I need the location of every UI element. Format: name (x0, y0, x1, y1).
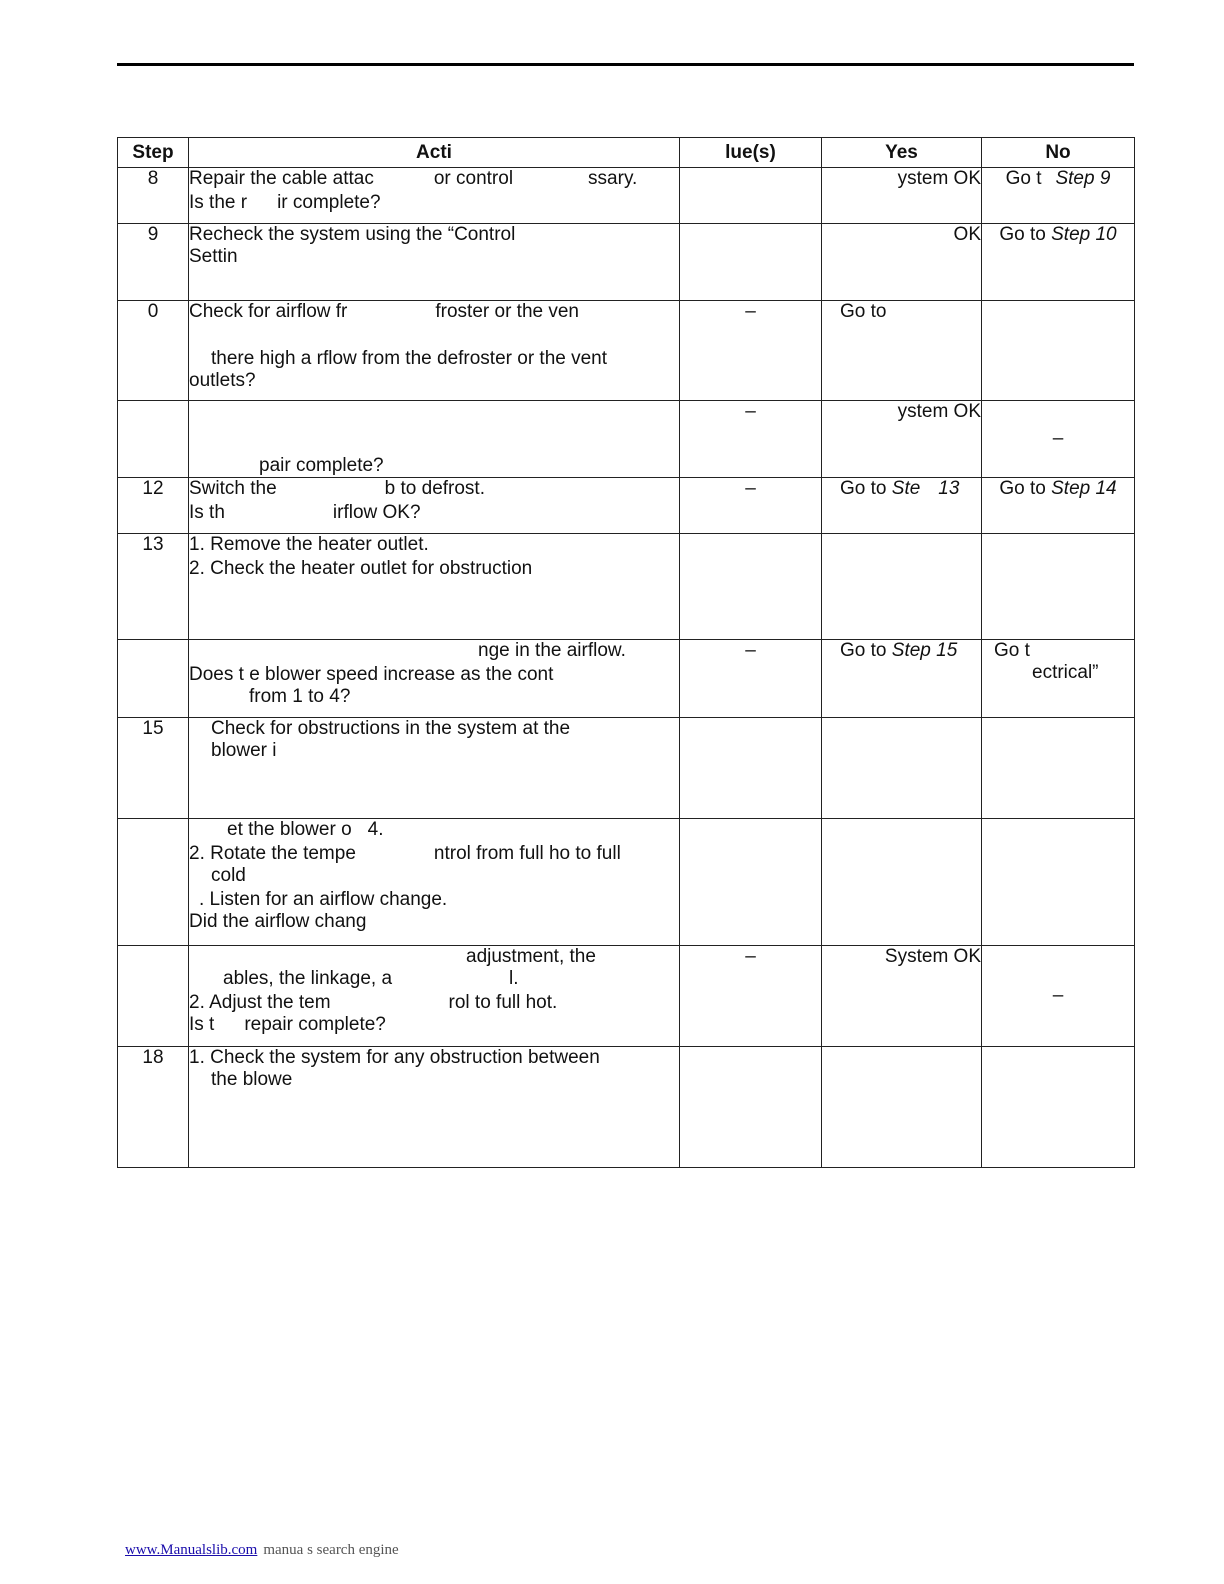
no-cell (982, 819, 1135, 946)
no-cell (982, 301, 1135, 401)
yes-cell: ystem OK (822, 168, 982, 224)
table-row (118, 301, 1135, 401)
action-line: . Listen for an airflow change. (199, 889, 448, 910)
step-cell (118, 401, 189, 478)
no-cell: Go t Step 9 (982, 168, 1135, 224)
action-cell (189, 168, 680, 224)
yes-cell (822, 1047, 982, 1168)
action-line: 1. Check the system for any obstruction between (189, 1047, 600, 1068)
action-cell (189, 640, 680, 718)
value-cell: – (680, 401, 822, 478)
value-cell (680, 718, 822, 819)
step-cell: 15 (118, 718, 189, 819)
top-rule (117, 63, 1134, 66)
diagnostic-table (117, 137, 1135, 1168)
action-line: Does t e blower speed increase as the cont (189, 664, 554, 685)
action-line: Check for airflow fr froster or the ven (189, 301, 579, 322)
table-row (118, 640, 1135, 718)
table-row (118, 534, 1135, 640)
action-line: Recheck the system using the “Control (189, 224, 516, 245)
step-cell: 0 (118, 301, 189, 401)
step-cell: 9 (118, 224, 189, 301)
action-line: 1. Remove the heater outlet. (189, 534, 429, 555)
step-cell: 18 (118, 1047, 189, 1168)
no-cell (982, 1047, 1135, 1168)
footer-text: manua s search engine (263, 1542, 399, 1558)
header-values: lue(s) (680, 138, 822, 168)
action-cell (189, 718, 680, 819)
action-line: Check for obstructions in the system at the (211, 718, 571, 739)
yes-cell (822, 819, 982, 946)
table-row (118, 819, 1135, 946)
table-row (118, 718, 1135, 819)
yes-cell (822, 534, 982, 640)
table-row (118, 478, 1135, 534)
header-step: Step (118, 138, 189, 168)
action-line: Switch the b to defrost. (189, 478, 485, 499)
step-cell (118, 819, 189, 946)
footer (125, 1542, 399, 1559)
action-line: the blowe (211, 1069, 293, 1090)
step-cell (118, 946, 189, 1047)
header-action: Acti (189, 138, 680, 168)
action-cell (189, 478, 680, 534)
action-line: Settin (189, 246, 238, 267)
header-yes: Yes (822, 138, 982, 168)
step-cell: 13 (118, 534, 189, 640)
action-line: nge in the airflow. (478, 640, 626, 661)
action-line: ables, the linkage, a l. (223, 968, 519, 989)
action-line: 2. Check the heater outlet for obstruction (189, 558, 533, 579)
action-cell (189, 401, 680, 478)
manualslib-link[interactable]: www.Manualslib.com (125, 1542, 258, 1558)
yes-cell: ystem OK (822, 401, 982, 478)
yes-cell: Go to Ste 13 (822, 478, 982, 534)
table-row (118, 168, 1135, 224)
action-line: pair complete? (259, 455, 384, 476)
yes-cell (822, 718, 982, 819)
action-line: Repair the cable attac or control ssary. (189, 168, 638, 189)
step-cell (118, 640, 189, 718)
action-line: Did the airflow chang (189, 911, 367, 932)
action-cell (189, 301, 680, 401)
action-line: from 1 to 4? (249, 686, 351, 707)
action-line: Is th irflow OK? (189, 502, 421, 523)
no-cell: Go t ectrical” (982, 640, 1135, 718)
no-cell: Go to Step 14 (982, 478, 1135, 534)
header-no: No (982, 138, 1135, 168)
value-cell (680, 1047, 822, 1168)
yes-cell: Go to Step 15 (822, 640, 982, 718)
action-cell (189, 534, 680, 640)
action-line: 2. Adjust the tem rol to full hot. (189, 992, 558, 1013)
value-cell: – (680, 301, 822, 401)
value-cell (680, 819, 822, 946)
action-cell (189, 946, 680, 1047)
action-cell (189, 1047, 680, 1168)
action-line: cold (211, 865, 246, 886)
table-header-row (118, 138, 1135, 168)
action-line: 2. Rotate the tempe ntrol from full ho to full (189, 843, 621, 864)
table-row (118, 1047, 1135, 1168)
no-cell (982, 534, 1135, 640)
action-line: et the blower o 4. (227, 819, 384, 840)
no-cell: – (982, 946, 1135, 1047)
value-cell (680, 224, 822, 301)
table-row (118, 401, 1135, 478)
value-cell (680, 168, 822, 224)
action-line: there high a rflow from the defroster or the vent (211, 348, 608, 369)
value-cell: – (680, 478, 822, 534)
step-cell: 8 (118, 168, 189, 224)
yes-cell: Go to (822, 301, 982, 401)
no-cell: – (982, 401, 1135, 478)
table-row (118, 224, 1135, 301)
action-line: blower i (211, 740, 277, 761)
value-cell: – (680, 946, 822, 1047)
action-line: Is the r ir complete? (189, 192, 381, 213)
action-line: outlets? (189, 370, 256, 391)
value-cell: – (680, 640, 822, 718)
step-cell: 12 (118, 478, 189, 534)
action-line: adjustment, the (466, 946, 596, 967)
value-cell (680, 534, 822, 640)
action-line: Is t repair complete? (189, 1014, 386, 1035)
table-row (118, 946, 1135, 1047)
no-cell (982, 718, 1135, 819)
yes-cell: System OK (822, 946, 982, 1047)
action-cell (189, 224, 680, 301)
no-cell: Go to Step 10 (982, 224, 1135, 301)
action-cell (189, 819, 680, 946)
yes-cell: OK (822, 224, 982, 301)
